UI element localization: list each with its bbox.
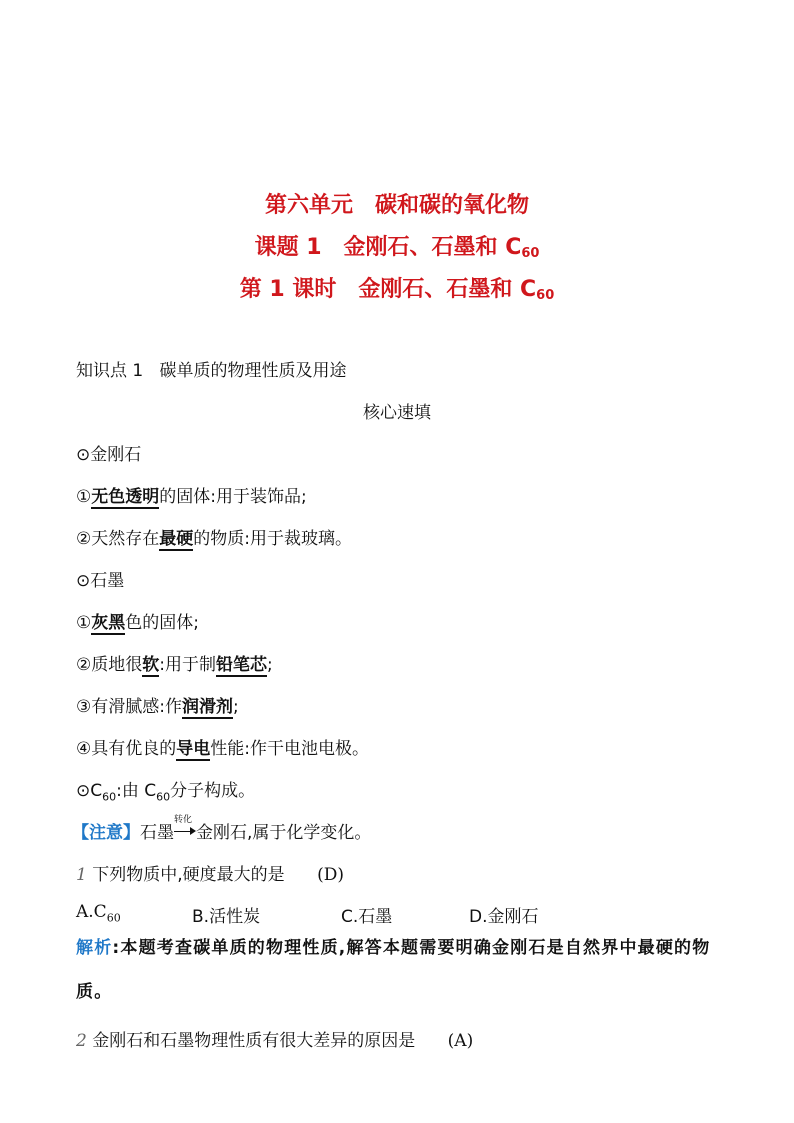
question-1 xyxy=(76,860,344,885)
line-text: ②天然存在 xyxy=(76,529,160,549)
subscript: 60 xyxy=(106,911,121,925)
fill-blank-answer: 软 xyxy=(142,655,160,675)
analysis-text: :本题考查碳单质的物理性质,解答本题需要明确金刚石是自然界中最硬的物质。 xyxy=(76,938,711,1002)
subscript: 60 xyxy=(156,790,171,804)
graphite-line-1 xyxy=(76,608,199,633)
line-text: :用于制 xyxy=(159,655,216,675)
option-b: B.活性炭 xyxy=(192,907,261,927)
analysis xyxy=(76,926,724,1014)
option-c: C.石墨 xyxy=(341,907,393,927)
lesson-subscript: 60 xyxy=(521,246,540,261)
graphite-line-3 xyxy=(76,692,239,717)
subscript: 60 xyxy=(102,790,117,804)
fill-blank-answer: 灰黑 xyxy=(91,613,126,633)
diamond-line-2 xyxy=(76,524,352,549)
conversion-arrow-icon xyxy=(174,815,196,840)
unit-number: 第六单元 xyxy=(264,193,353,218)
line-text: 的物质:用于裁玻璃。 xyxy=(193,529,352,549)
period-subscript: 60 xyxy=(536,288,555,303)
line-text: ②质地很 xyxy=(76,655,143,675)
question-text: 金刚石和石墨物理性质有很大差异的原因是 xyxy=(92,1031,416,1051)
line-text: ④具有优良的 xyxy=(76,739,177,759)
graphite-line-2 xyxy=(76,650,273,675)
question-number: 2 xyxy=(76,1031,87,1051)
section-name: 碳单质的物理性质及用途 xyxy=(159,361,347,381)
line-text: ; xyxy=(266,655,273,675)
option-a xyxy=(76,902,121,924)
c60-line xyxy=(76,776,255,803)
line-text: 性能:作干电池电极。 xyxy=(210,739,369,759)
fill-blank-answer: 最硬 xyxy=(159,529,194,549)
question-text: 下列物质中,硬度最大的是 xyxy=(92,865,285,885)
fill-blank-answer: 润滑剂 xyxy=(181,697,233,717)
analysis-label: 解析 xyxy=(76,938,113,958)
line-text: 石墨 xyxy=(140,823,174,843)
fill-blank-answer: 无色透明 xyxy=(91,487,160,507)
period-name: 金刚石、石墨和 C xyxy=(358,277,537,302)
unit-title xyxy=(0,188,794,219)
graphite-title: ⊙石墨 xyxy=(76,571,125,591)
section-subheading: 核心速填 xyxy=(363,403,431,423)
section-number: 知识点 1 xyxy=(76,361,144,381)
option-d: D.金刚石 xyxy=(469,907,539,927)
lesson-name: 金刚石、石墨和 C xyxy=(343,235,522,260)
fill-blank-answer: 导电 xyxy=(176,739,211,759)
lesson-title xyxy=(0,230,794,261)
period-title xyxy=(0,272,794,303)
bullet: ① xyxy=(76,487,92,507)
line-text: ⊙C xyxy=(76,781,103,801)
diamond-title: ⊙金刚石 xyxy=(76,445,142,465)
graphite-line-4 xyxy=(76,734,369,759)
question-answer: (A) xyxy=(447,1031,474,1051)
line-text: ; xyxy=(232,697,239,717)
note-label: 【注意】 xyxy=(72,823,140,843)
period-number: 第 1 课时 xyxy=(239,277,337,302)
bullet: ① xyxy=(76,613,92,633)
line-text: 色的固体; xyxy=(125,613,199,633)
line-text: ③有滑腻感:作 xyxy=(76,697,182,717)
fill-blank-answer: 铅笔芯 xyxy=(215,655,267,675)
lesson-number: 课题 1 xyxy=(254,235,322,260)
note-line xyxy=(72,815,372,843)
arrow-label: 转化 xyxy=(174,815,193,825)
question-2 xyxy=(76,1026,473,1051)
unit-name: 碳和碳的氧化物 xyxy=(375,193,530,218)
line-text: :由 C xyxy=(116,781,157,801)
question-number: 1 xyxy=(76,865,87,885)
line-text: 的固体:用于装饰品; xyxy=(159,487,307,507)
section-heading xyxy=(76,356,346,381)
option-text: A.C xyxy=(76,902,107,922)
line-text: 分子构成。 xyxy=(170,781,256,801)
diamond-line-1 xyxy=(76,482,307,507)
line-text: 金刚石,属于化学变化。 xyxy=(196,823,372,843)
question-answer: (D) xyxy=(317,865,344,885)
